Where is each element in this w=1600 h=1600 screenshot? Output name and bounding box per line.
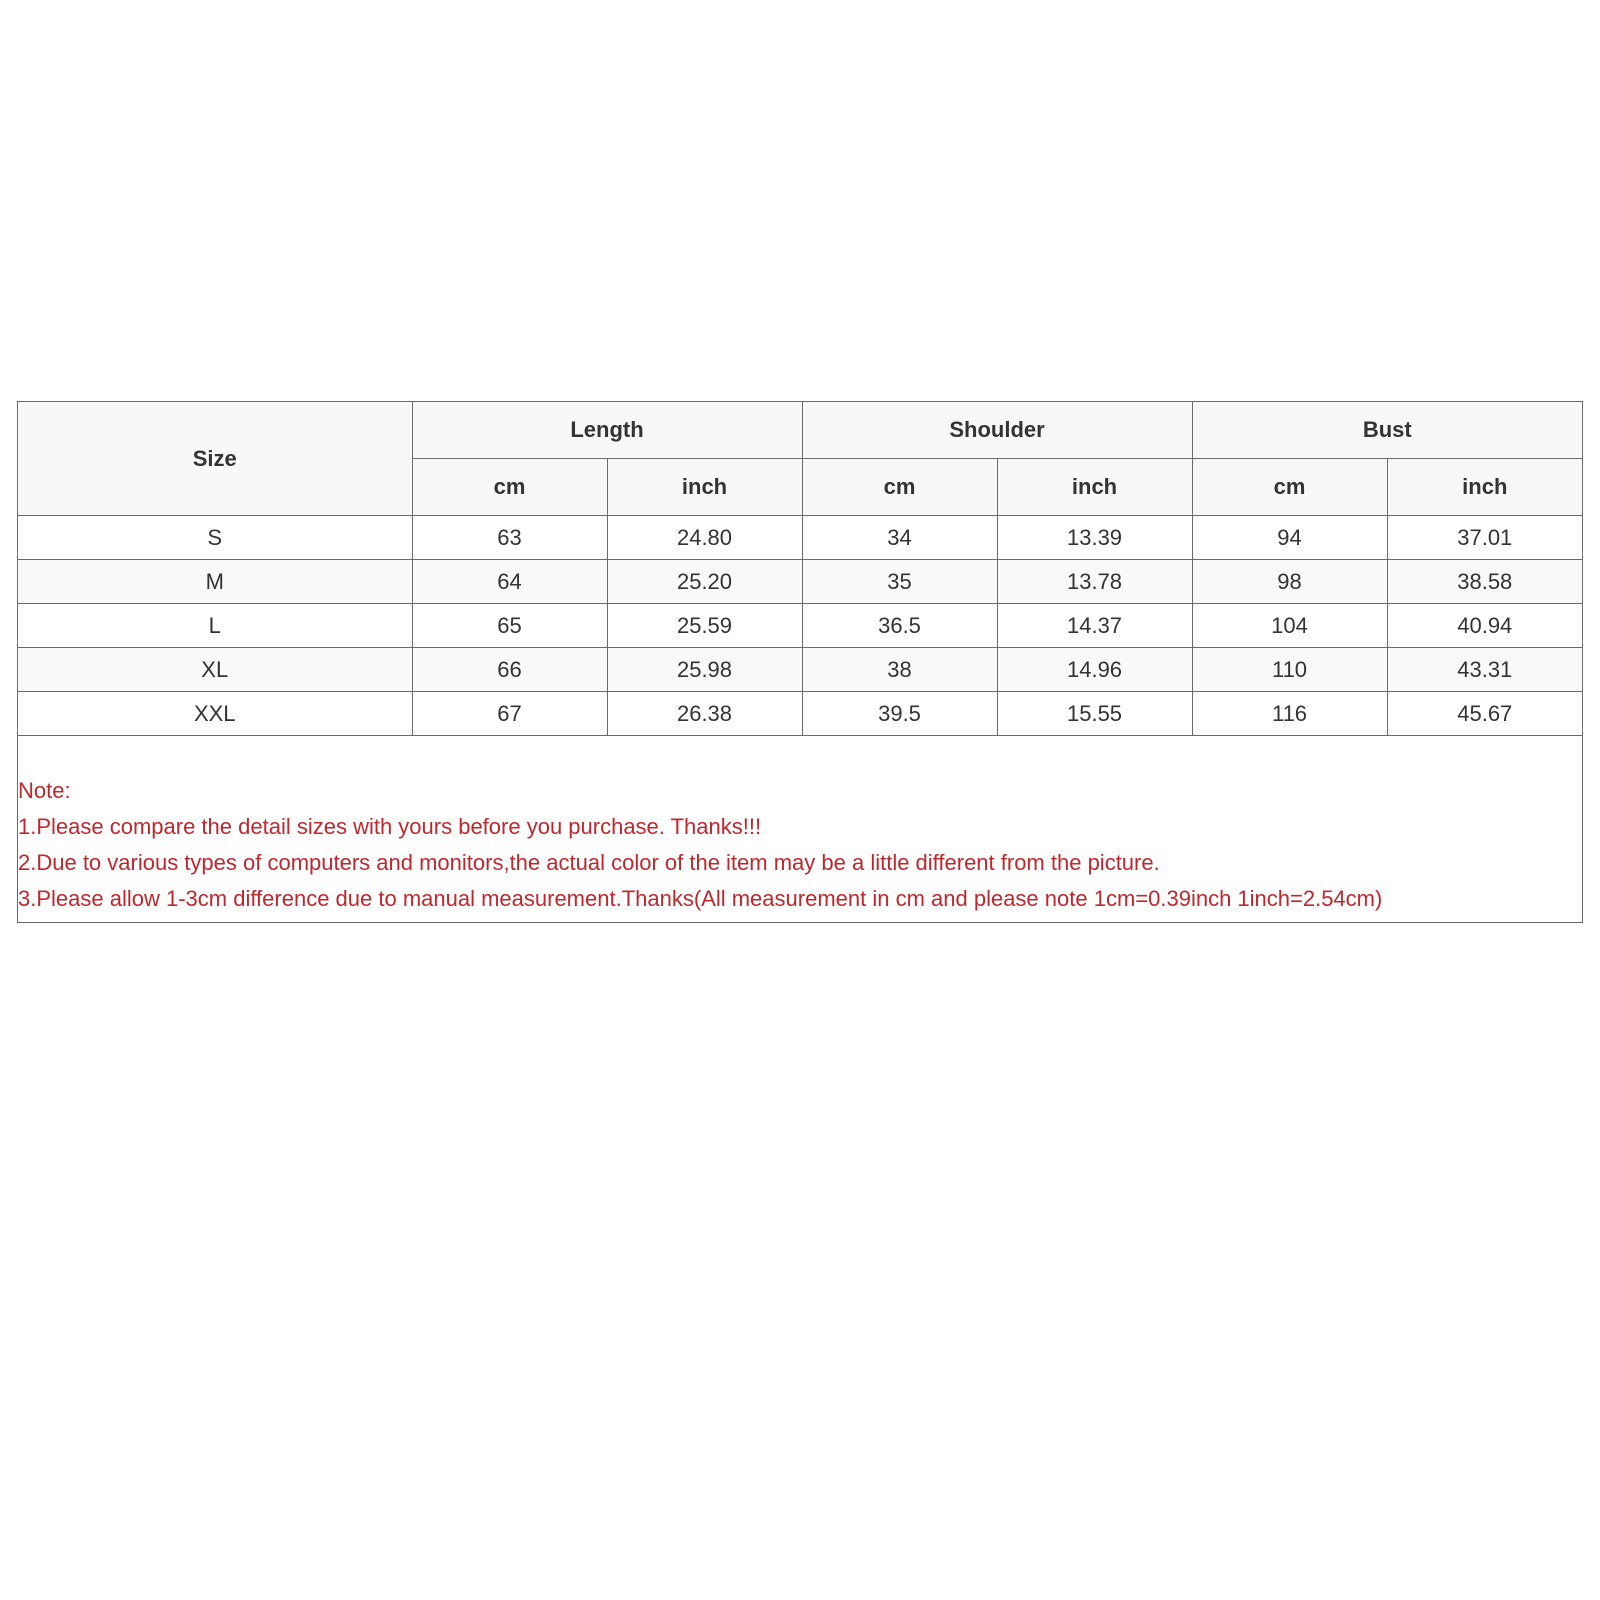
- note-line: 3.Please allow 1-3cm difference due to manual measurement.Thanks(All measurement in cm and please note 1cm=0.39inch 1inch=2.54cm): [18, 886, 1383, 911]
- value-cell: 65: [412, 604, 607, 648]
- value-cell: 43.31: [1387, 648, 1582, 692]
- value-cell: 37.01: [1387, 516, 1582, 560]
- value-cell: 63: [412, 516, 607, 560]
- value-cell: 34: [802, 516, 997, 560]
- notes-section: [18, 773, 1582, 917]
- value-cell: 25.98: [607, 648, 802, 692]
- unit-header: inch: [1387, 459, 1582, 516]
- value-cell: 116: [1192, 692, 1387, 736]
- value-cell: 94: [1192, 516, 1387, 560]
- size-chart: [17, 401, 1583, 923]
- unit-header: inch: [997, 459, 1192, 516]
- unit-header: cm: [412, 459, 607, 516]
- table-row: [18, 604, 1582, 648]
- value-cell: 104: [1192, 604, 1387, 648]
- bust-group-header: Bust: [1192, 402, 1582, 459]
- unit-header: cm: [802, 459, 997, 516]
- value-cell: 14.96: [997, 648, 1192, 692]
- value-cell: 40.94: [1387, 604, 1582, 648]
- table-row: [18, 648, 1582, 692]
- table-row: [18, 516, 1582, 560]
- unit-header: inch: [607, 459, 802, 516]
- size-cell: XL: [18, 648, 412, 692]
- value-cell: 67: [412, 692, 607, 736]
- value-cell: 38.58: [1387, 560, 1582, 604]
- value-cell: 13.78: [997, 560, 1192, 604]
- value-cell: 13.39: [997, 516, 1192, 560]
- value-cell: 39.5: [802, 692, 997, 736]
- value-cell: 25.59: [607, 604, 802, 648]
- size-cell: S: [18, 516, 412, 560]
- note-line: 1.Please compare the detail sizes with yours before you purchase. Thanks!!!: [18, 814, 762, 839]
- size-column-header: Size: [18, 402, 412, 516]
- value-cell: 98: [1192, 560, 1387, 604]
- size-cell: M: [18, 560, 412, 604]
- value-cell: 64: [412, 560, 607, 604]
- value-cell: 26.38: [607, 692, 802, 736]
- unit-header: cm: [1192, 459, 1387, 516]
- note-heading: Note:: [18, 778, 71, 803]
- value-cell: 38: [802, 648, 997, 692]
- value-cell: 45.67: [1387, 692, 1582, 736]
- value-cell: 110: [1192, 648, 1387, 692]
- value-cell: 15.55: [997, 692, 1192, 736]
- value-cell: 36.5: [802, 604, 997, 648]
- table-row: [18, 692, 1582, 736]
- size-table: [18, 402, 1582, 736]
- value-cell: 35: [802, 560, 997, 604]
- note-line: 2.Due to various types of computers and monitors,the actual color of the item may be a little different from the picture.: [18, 850, 1160, 875]
- value-cell: 25.20: [607, 560, 802, 604]
- length-group-header: Length: [412, 402, 802, 459]
- size-cell: L: [18, 604, 412, 648]
- value-cell: 24.80: [607, 516, 802, 560]
- table-row: [18, 560, 1582, 604]
- value-cell: 14.37: [997, 604, 1192, 648]
- group-header-row: [18, 402, 1582, 459]
- shoulder-group-header: Shoulder: [802, 402, 1192, 459]
- value-cell: 66: [412, 648, 607, 692]
- size-cell: XXL: [18, 692, 412, 736]
